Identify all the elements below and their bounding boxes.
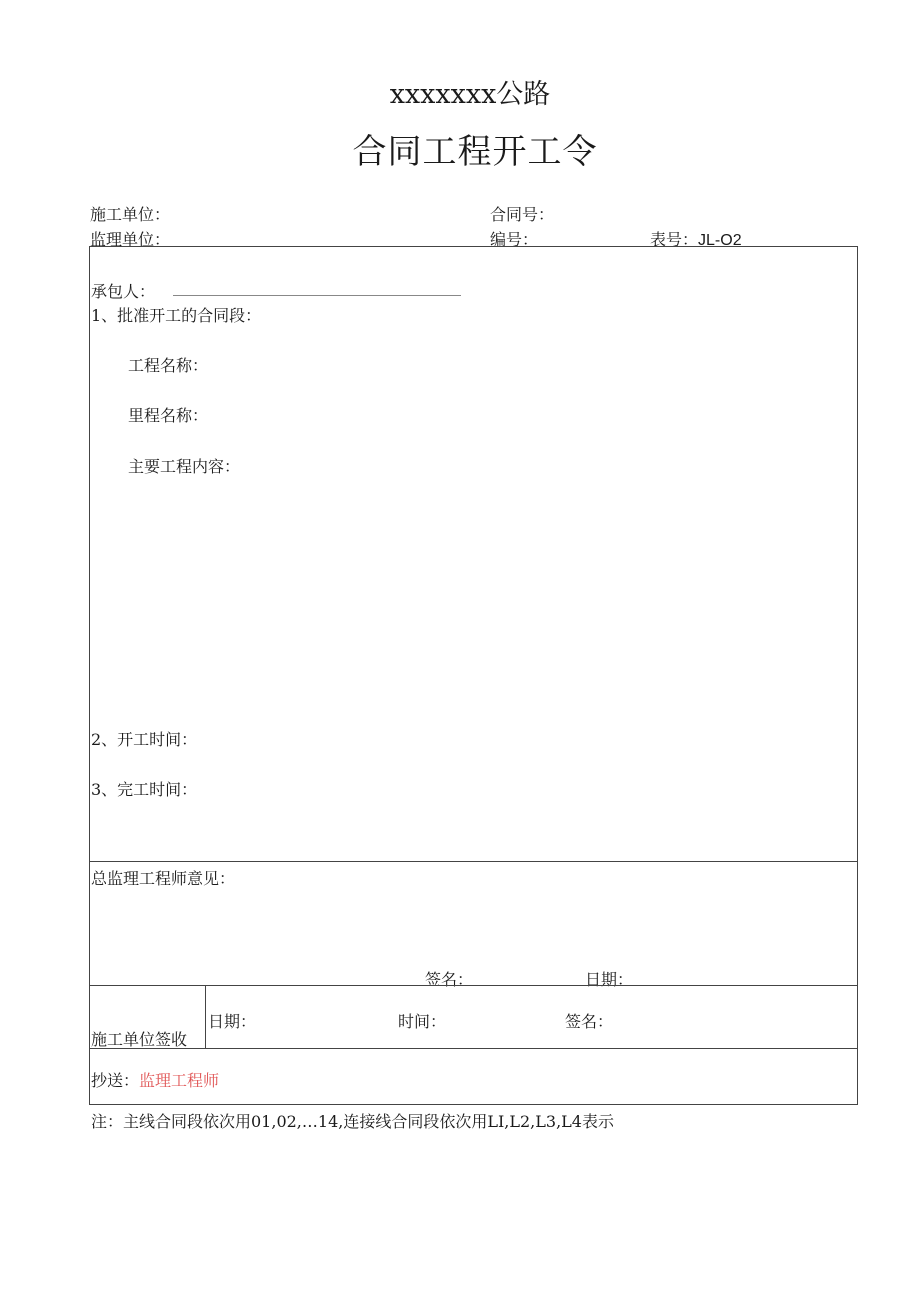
copy-to-label: 抄送： <box>91 1071 140 1090</box>
receipt-time-label: 时间： <box>398 1012 447 1031</box>
receipt-signature-label: 签名： <box>565 1012 614 1031</box>
copy-to-value: 监理工程师 <box>139 1071 220 1090</box>
contractor-label: 承包人： <box>91 282 156 301</box>
main-content-label: 主要工程内容： <box>128 457 241 476</box>
document-title: 合同工程开工令 <box>352 132 598 172</box>
contractor-field-line[interactable] <box>173 295 461 296</box>
receipt-date-label: 日期： <box>208 1012 257 1031</box>
item2-label: 2、开工时间： <box>91 730 198 749</box>
copy-to <box>91 1068 219 1091</box>
project-name-label: 工程名称： <box>128 356 209 375</box>
contract-no-label: 合同号： <box>490 205 555 224</box>
opinion-signature-label: 签名： <box>425 970 474 989</box>
chief-supervisor-opinion-label: 总监理工程师意见： <box>91 869 236 888</box>
form-no-value: JL-O2 <box>698 232 742 249</box>
item1-label: 1、批准开工的合同段： <box>91 306 262 325</box>
serial-no-label: 编号： <box>490 230 539 249</box>
form-no-label: 表号： <box>650 230 699 249</box>
divider-copy-to <box>89 1048 858 1049</box>
receipt-label: 施工单位签收 <box>91 1030 188 1049</box>
receipt-column-divider <box>205 985 206 1048</box>
construction-unit-label: 施工单位： <box>90 205 171 224</box>
item3-label: 3、完工时间： <box>91 780 198 799</box>
road-title: xxxxxxx公路 <box>389 79 551 110</box>
opinion-date-label: 日期： <box>585 970 634 989</box>
footnote: 注：主线合同段依次用01,02,…14,连接线合同段依次用LI,L2,L3,L4表示 <box>91 1112 614 1131</box>
supervision-unit-label: 监理单位： <box>90 230 171 249</box>
mileage-name-label: 里程名称： <box>128 406 209 425</box>
divider-opinion <box>89 861 858 862</box>
